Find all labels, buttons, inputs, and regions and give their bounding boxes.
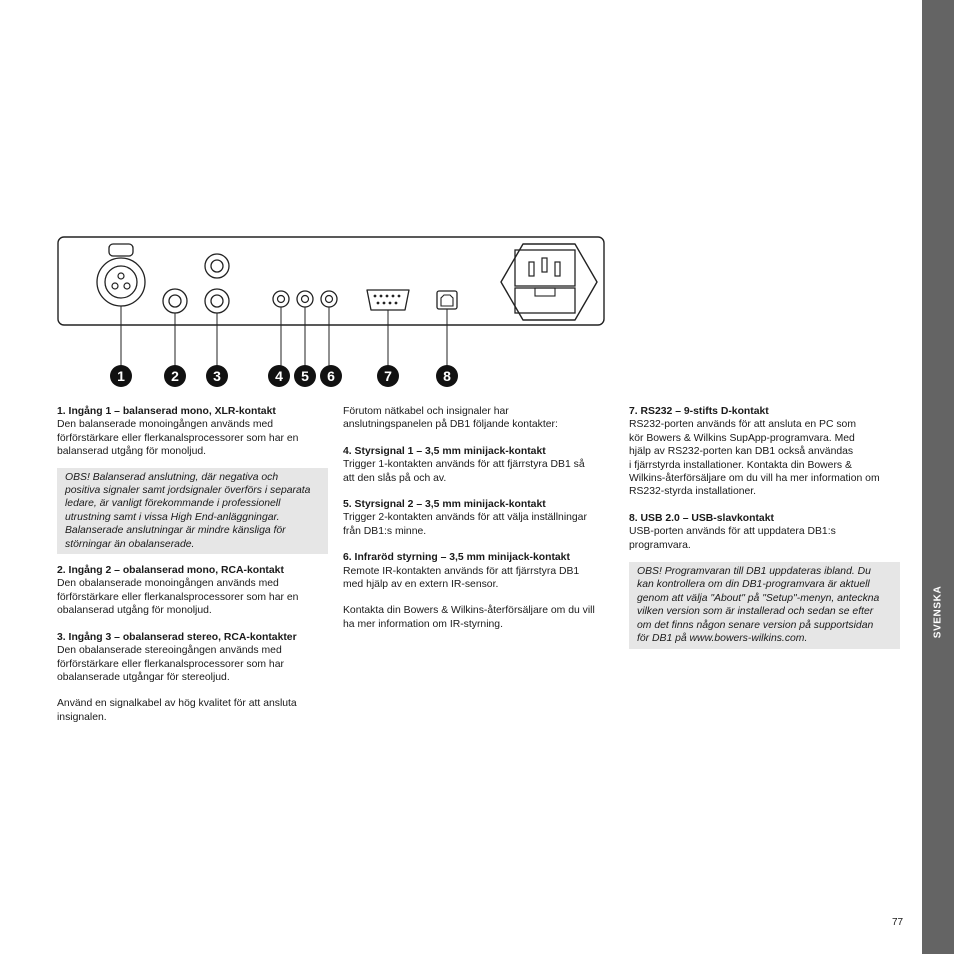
- section-7-heading: 7. RS232 – 9-stifts D-kontakt: [629, 406, 769, 417]
- callout-4-label: 4: [275, 368, 283, 384]
- body-line: Förutom nätkabel och insignaler har: [343, 406, 509, 417]
- note-line: utrustning samt i vissa High End-anläggningar.: [65, 511, 280, 523]
- text-column-2: [343, 405, 609, 631]
- note-line: genom att välja "About" på "Setup"-menyn, anteckna: [637, 592, 880, 604]
- body-line: Trigger 2-kontakten används för att välja inställningar: [343, 512, 587, 524]
- section-3-body: [57, 644, 328, 684]
- body-line: programvara.: [629, 539, 691, 551]
- body-line: anslutningspanelen på DB1 följande kontakter:: [343, 419, 558, 431]
- rca-stereo-connector-icon: [205, 254, 229, 313]
- rs232-dsub-connector-icon: [367, 290, 409, 310]
- callout-1-label: 1: [117, 368, 125, 384]
- section-3-heading: 3. Ingång 3 – obalanserad stereo, RCA-kontakter: [57, 631, 297, 643]
- minijack-ir-icon: [321, 291, 337, 307]
- body-line: balanserad utgång för monoljud.: [57, 446, 207, 458]
- body-line: Den balanserade monoingången används med: [57, 419, 274, 431]
- callout-7: [377, 365, 399, 387]
- text-column-3: [629, 405, 900, 649]
- ir-contact-advice: [343, 604, 609, 631]
- note-line: om det finns någon senare version på supportsidan: [637, 619, 874, 631]
- callout-2: [164, 365, 186, 387]
- callout-8-label: 8: [443, 368, 451, 384]
- section-5-heading: 5. Styrsignal 2 – 3,5 mm minijack-kontakt: [343, 499, 546, 511]
- body-line: RS232-styrda installationer.: [629, 486, 757, 498]
- signal-cable-advice: [57, 697, 328, 724]
- section-8-body: [629, 525, 900, 552]
- body-line: Kontakta din Bowers & Wilkins-återförsäljare om du vill: [343, 605, 595, 617]
- callout-7-label: 7: [384, 368, 392, 384]
- callout-leader-lines: [121, 306, 447, 366]
- section-4-body: [343, 458, 609, 485]
- body-line: förförstärkare eller flerkanalsprocessorer som har en: [57, 591, 299, 603]
- body-line: med hjälp av en extern IR-sensor.: [343, 579, 499, 591]
- body-line: USB-porten används för att uppdatera DB1:s: [629, 526, 836, 538]
- section-2-body: [57, 577, 328, 617]
- note-line: störningar än obalanserade.: [65, 538, 195, 550]
- note-line: vilken version som är installerad och sedan se efter: [637, 606, 874, 618]
- note-line: kan kontrollera om din DB1-programvara är aktuell: [637, 579, 870, 591]
- usb-b-connector-icon: [437, 291, 457, 309]
- language-side-tab: [922, 0, 954, 954]
- note-line: OBS! Programvaran till DB1 uppdateras ibland. Du: [637, 566, 871, 578]
- body-line: insignalen.: [57, 711, 107, 723]
- note-line: ledare, är vanligt förekommande i professionell: [65, 498, 281, 510]
- section-2-heading: 2. Ingång 2 – obalanserad mono, RCA-kontakt: [57, 565, 284, 577]
- connection-panel-svg: [57, 236, 606, 396]
- section-1-body: [57, 418, 328, 458]
- note-line: för DB1 på www.bowers-wilkins.com.: [637, 633, 808, 645]
- section-6-body: [343, 565, 609, 592]
- note-line: OBS! Balanserad anslutning, där negativa och: [65, 471, 279, 483]
- section-1-heading: 1. Ingång 1 – balanserad mono, XLR-kontakt: [57, 406, 276, 417]
- callout-5-label: 5: [301, 368, 309, 384]
- minijack-trigger2-icon: [297, 291, 313, 307]
- section-7-body: [629, 418, 900, 498]
- body-line: obalanserad utgång för monoljud.: [57, 605, 212, 617]
- software-update-note-box: [629, 562, 900, 648]
- xlr-connector-icon: [97, 244, 145, 306]
- section-4-heading: 4. Styrsignal 1 – 3,5 mm minijack-kontakt: [343, 445, 546, 457]
- body-line: förförstärkare eller flerkanalsprocessorer som har en: [57, 432, 299, 444]
- callout-4: [268, 365, 290, 387]
- section-6-heading: 6. Infraröd styrning – 3,5 mm minijack-kontakt: [343, 552, 570, 564]
- body-line: att den slås på och av.: [343, 472, 447, 484]
- callout-3: [206, 365, 228, 387]
- note-line: Balanserade anslutningar är mindre känsliga för: [65, 525, 286, 537]
- text-column-1: [57, 405, 328, 724]
- rca-mono-connector-icon: [163, 289, 187, 313]
- callout-3-label: 3: [213, 368, 221, 384]
- callout-6-label: 6: [327, 368, 335, 384]
- balanced-note-box: [57, 468, 328, 554]
- callout-5: [294, 365, 316, 387]
- body-line: obalanserade utgångar för stereoljud.: [57, 671, 230, 683]
- body-line: ha mer information om IR-styrning.: [343, 618, 503, 630]
- body-line: Wilkins-återförsäljare om du vill ha mer information om: [629, 473, 880, 485]
- note-line: positiva signaler samt jordsignaler överförs i separata: [65, 485, 311, 497]
- intro-text: [343, 405, 609, 432]
- body-line: från DB1:s minne.: [343, 525, 427, 537]
- body-line: RS232-porten används för att ansluta en PC som: [629, 419, 856, 431]
- callout-8: [436, 365, 458, 387]
- language-tab-label: SVENSKA: [932, 585, 944, 639]
- connection-panel-diagram: [57, 236, 606, 396]
- callout-1: [110, 365, 132, 387]
- body-line: Använd en signalkabel av hög kvalitet för att ansluta: [57, 698, 297, 710]
- body-line: i fjärrstyrda installationer. Kontakta din Bowers &: [629, 459, 852, 471]
- section-8-heading: 8. USB 2.0 – USB-slavkontakt: [629, 512, 774, 524]
- body-line: Trigger 1-kontakten används för att fjärrstyra DB1 så: [343, 459, 585, 471]
- callout-6: [320, 365, 342, 387]
- body-line: Den obalanserade stereoingången används med: [57, 645, 282, 657]
- callout-2-label: 2: [171, 368, 179, 384]
- section-5-body: [343, 511, 609, 538]
- power-inlet-icon: [501, 244, 597, 320]
- body-line: kör Bowers & Wilkins SupApp-programvara. Med: [629, 432, 855, 444]
- body-line: Remote IR-kontakten används för att fjärrstyra DB1: [343, 565, 580, 577]
- body-line: hjälp av RS232-porten kan DB1 också användas: [629, 446, 854, 458]
- minijack-trigger1-icon: [273, 291, 289, 307]
- page-number: 77: [892, 917, 904, 928]
- body-line: Den obalanserade monoingången används med: [57, 578, 279, 590]
- body-line: förförstärkare eller flerkanalsprocessorer som har: [57, 658, 284, 670]
